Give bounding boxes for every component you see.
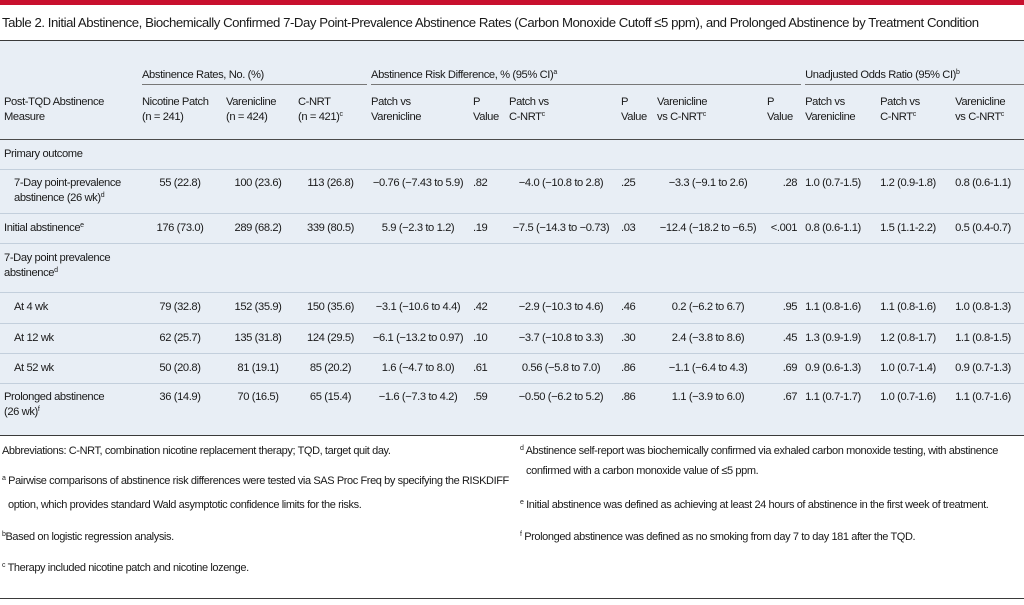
table-row: Prolonged abstinence (26 wk)$^f$ 36 (14.9) 70 (16.5) 65 (15.4) −1.6 (−7.3 to 4.2) .59 −0.50 (−6.2 to 5.2) .86 1.1 (−3.9 to 6.0) .67 1.1 (0.7-1.7) 1.0 (0.7-1.6) 1.1 (0.7-1.6) bbox=[4, 391, 1011, 418]
group-header-row bbox=[0, 41, 1024, 89]
col-varenicline: Varenicline (n = 424) bbox=[226, 96, 277, 123]
col-p1: P Value bbox=[473, 96, 499, 123]
footnote-e: $^e$ Initial abstinence was defined as achieving at least 24 hours of abstinence in the first week of treatment. bbox=[520, 499, 989, 511]
col-or-patch-vs-var: Patch vs Varenicline bbox=[805, 96, 856, 123]
footnote-f: $^f$ Prolonged abstinence was defined as no smoking from day 7 to day 181 after the TQD. bbox=[520, 531, 916, 543]
group-risk: Abstinence Risk Difference, % (95% CI)$^a$ bbox=[367, 41, 801, 89]
abstinence-table bbox=[0, 41, 1024, 427]
col-rd-patch-vs-cnrt: Patch vs C-NRT$^c$ bbox=[509, 96, 549, 123]
table-row: 7-Day point-prevalence abstinence (26 wk)$^d$ 55 (22.8) 100 (23.6) 113 (26.8) −0.76 (−7.43 to 5.9) .82 −4.0 (−10.8 to 2.8) .25 −3.3 (−9.1 to 2.6) .28 1.0 (0.7-1.5) 1.2 (0.9-1.8) 0.8 (0.6-1.1) bbox=[0, 170, 1024, 214]
table-row: Initial abstinence$^e$ 176 (73.0) 289 (68.2) 339 (80.5) 5.9 (−2.3 to 1.2) .19 −7.5 (−14.3 to −0.73) .03 −12.4 (−18.2 to −6.5) <.001 0.8 (0.6-1.1) 1.5 (1.1-2.2) 0.5 (0.4-0.7) bbox=[0, 214, 1024, 244]
group-rates: Abstinence Rates, No. (%) bbox=[138, 41, 367, 89]
footnote-a: $^a$ Pairwise comparisons of abstinence risk differences were tested via SAS Proc Freq by specifying the RISKDIFF option, which provides standard Wald asymptotic confidence limits for the risks. bbox=[2, 475, 509, 511]
footnote-bottom-rule bbox=[0, 598, 1024, 599]
col-cnrt: C-NRT (n = 421)$^c$ bbox=[298, 96, 343, 123]
col-p2: P Value bbox=[621, 96, 647, 123]
section-row-7day: 7-Day point prevalence abstinence$^d$ bbox=[0, 244, 1024, 293]
footnote-c: $^c$ Therapy included nicotine patch and nicotine lozenge. bbox=[2, 562, 249, 574]
data-table-container bbox=[0, 41, 1024, 435]
col-or-patch-vs-cnrt: Patch vs C-NRT$^c$ bbox=[880, 96, 920, 123]
section-row-primary: Primary outcome bbox=[0, 140, 1024, 170]
table-row: At 52 wk 50 (20.8) 81 (19.1) 85 (20.2) 1.6 (−4.7 to 8.0) .61 0.56 (−5.8 to 7.0) .86 −1.1 (−6.4 to 4.3) .69 0.9 (0.6-1.3) 1.0 (0.7-1.4) 0.9 (0.7-1.3) bbox=[0, 354, 1024, 384]
col-measure: Post-TQD Abstinence Measure bbox=[4, 96, 104, 123]
col-or-var-vs-cnrt: Varenicline vs C-NRT$^c$ bbox=[955, 96, 1006, 123]
footnote-d: $^d$ Abstinence self-report was biochemically confirmed via exhaled carbon monoxide testing, with abstinence confirmed with a carbon monoxide value of ≤5 ppm. bbox=[520, 445, 998, 477]
col-p3: P Value bbox=[767, 96, 793, 123]
group-odds: Unadjusted Odds Ratio (95% CI)$^b$ bbox=[801, 41, 1024, 89]
table-title: Table 2. Initial Abstinence, Biochemically Confirmed 7-Day Point-Prevalence Abstinence Rates (Carbon Monoxide Cutoff ≤5 ppm), and Prolonged Abstinence by Treatment Condition bbox=[2, 15, 979, 30]
col-patch: Nicotine Patch (n = 241) bbox=[142, 96, 209, 123]
footnote-b: $^b$Based on logistic regression analysis. bbox=[2, 531, 174, 543]
col-rd-var-vs-cnrt: Varenicline vs C-NRT$^c$ bbox=[657, 96, 708, 123]
table-bottom-rule bbox=[0, 435, 1024, 436]
column-header-row bbox=[0, 89, 1024, 140]
table-row: At 12 wk 62 (25.7) 135 (31.8) 124 (29.5) −6.1 (−13.2 to 0.97) .10 −3.7 (−10.8 to 3.3) .30 2.4 (−3.8 to 8.6) .45 1.3 (0.9-1.9) 1.2 (0.8-1.7) 1.1 (0.8-1.5) bbox=[0, 324, 1024, 354]
footnote-abbreviations: Abbreviations: C-NRT, combination nicotine replacement therapy; TQD, target quit day. bbox=[2, 445, 391, 457]
table-row: At 4 wk 79 (32.8) 152 (35.9) 150 (35.6) −3.1 (−10.6 to 4.4) .42 −2.9 (−10.3 to 4.6) .46 0.2 (−6.2 to 6.7) .95 1.1 (0.8-1.6) 1.1 (0.8-1.6) 1.0 (0.8-1.3) bbox=[0, 293, 1024, 324]
accent-bar bbox=[0, 0, 1024, 5]
col-rd-patch-vs-var: Patch vs Varenicline bbox=[371, 96, 422, 123]
